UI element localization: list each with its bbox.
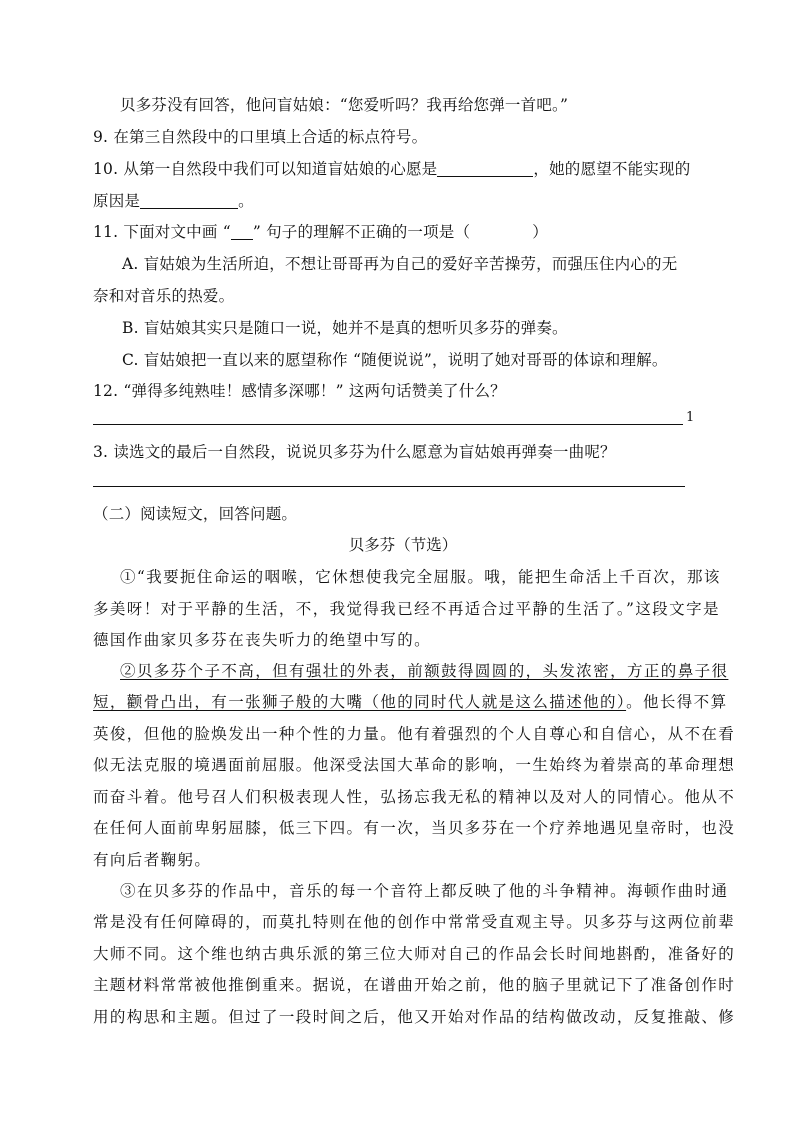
question-10-text: 10. 从第一自然段中我们可以知道盲姑娘的心愿是 [93, 160, 438, 178]
paragraph-1-line-3: 德国作曲家贝多芬在丧失听力的绝望中写的。 [93, 631, 432, 649]
paragraph-2-line-5: 而奋斗着。他号召人们积极表现人性，弘扬忘我无私的精神以及对人的同情心。他从不 [93, 788, 736, 806]
question-11-text: 11. 下面对文中画 “ [93, 223, 231, 241]
paragraph-3-line-5: 用的构思和主题。但过了一段时间之后，他又开始对作品的结构做改动，反复推敲、修 [93, 1008, 736, 1026]
paragraph-2-underlined-2: 短，颧骨凸出，有一张狮子般的大嘴（他的同时代人就是这么描述他的） [93, 693, 627, 711]
paragraph-2-line-7: 有向后者鞠躬。 [93, 851, 212, 869]
section-2-header: （二）阅读短文，回答问题。 [93, 505, 298, 523]
question-11-text-2: ” 句子的理解不正确的一项是（ [252, 223, 471, 241]
question-12: 12. “弹得多纯熟哇！感情多深哪！” 这两句话赞美了什么？ [93, 382, 506, 400]
paragraph-3-line-1: ③在贝多芬的作品中，音乐的每一个音符上都反映了他的斗争精神。海顿作曲时通 [120, 882, 729, 900]
page-number: 1 [686, 410, 695, 425]
paragraph-3-line-2: 常是没有任何障碍的，而莫扎特则在他的创作中常常受直观主导。贝多芬与这两位前辈 [93, 913, 736, 931]
question-10-cont [93, 190, 254, 212]
question-11-option-a: A. 盲姑娘为生活所迫，不想让哥哥再为自己的爱好辛苦操劳，而强压住内心的无 [122, 255, 678, 273]
paragraph-1-line-2: 多美呀！对于平静的生活，不，我觉得我已经不再适合过平静的生活了。”这段文字是 [93, 600, 720, 618]
paragraph-3-line-3: 大师不同。这个维也纳古典乐派的第三位大师对自己的作品会长时间地斟酌，准备好的 [93, 945, 736, 963]
answer-line-13[interactable] [93, 486, 685, 487]
question-9: 9. 在第三自然段中的口里填上合适的标点符号。 [93, 128, 428, 146]
question-11-option-c: C. 盲姑娘把一直以来的愿望称作 “随便说说”，说明了她对哥哥的体谅和理解。 [122, 351, 668, 369]
paragraph-2-underlined-1: ②贝多芬个子不高，但有强壮的外表，前额鼓得圆圆的，头发浓密，方正的鼻子很 [120, 662, 729, 680]
question-11-option-a-cont: 奈和对音乐的热爱。 [93, 287, 235, 305]
paragraph-2-after: 。他长得不算 [626, 693, 728, 711]
question-11 [93, 221, 548, 243]
paragraph-2-line-4: 似无法克服的境遇面前屈服。他深受法国大革命的影响，一生始终为着崇高的革命理想 [93, 756, 736, 774]
paragraph-2-line-2 [93, 691, 727, 713]
question-10-text-2: ，她的愿望不能实现的 [533, 160, 691, 178]
question-10-text-4: 。 [238, 192, 254, 210]
paragraph-2-line-6: 在任何人面前卑躬屈膝，低三下四。有一次，当贝多芬在一个疗养地遇见皇帝时，也没 [93, 819, 736, 837]
question-10-text-3: 原因是 [93, 192, 141, 210]
passage-closing-line: 贝多芬没有回答，他问盲姑娘：“您爱听吗？我再给您弹一首吧。” [120, 96, 569, 114]
answer-line-12[interactable] [93, 424, 683, 425]
answer-blank[interactable] [140, 192, 238, 209]
paragraph-2-line-3: 英俊，但他的脸焕发出一种个性的力量。他有着强烈的个人自尊心和自信心，从不在看 [93, 725, 736, 743]
question-13: 3. 读选文的最后一自然段，说说贝多芬为什么愿意为盲姑娘再弹奏一曲呢？ [93, 443, 616, 461]
underline-marker [231, 223, 253, 240]
passage-title: 贝多芬（节选） [348, 536, 458, 554]
paragraph-3-line-4: 主题材料常常被他推倒重来。据说，在谱曲开始之前，他的脑子里就记下了准备创作时 [93, 976, 736, 994]
question-11-close: ） [532, 223, 548, 241]
question-10 [93, 158, 690, 180]
answer-blank[interactable] [437, 160, 533, 177]
question-11-option-b: B. 盲姑娘其实只是随口一说，她并不是真的想听贝多芬的弹奏。 [122, 319, 568, 337]
paragraph-1-line-1: ①“我要扼住命运的咽喉，它休想使我完全屈服。哦，能把生命活上千百次，那该 [120, 568, 721, 586]
